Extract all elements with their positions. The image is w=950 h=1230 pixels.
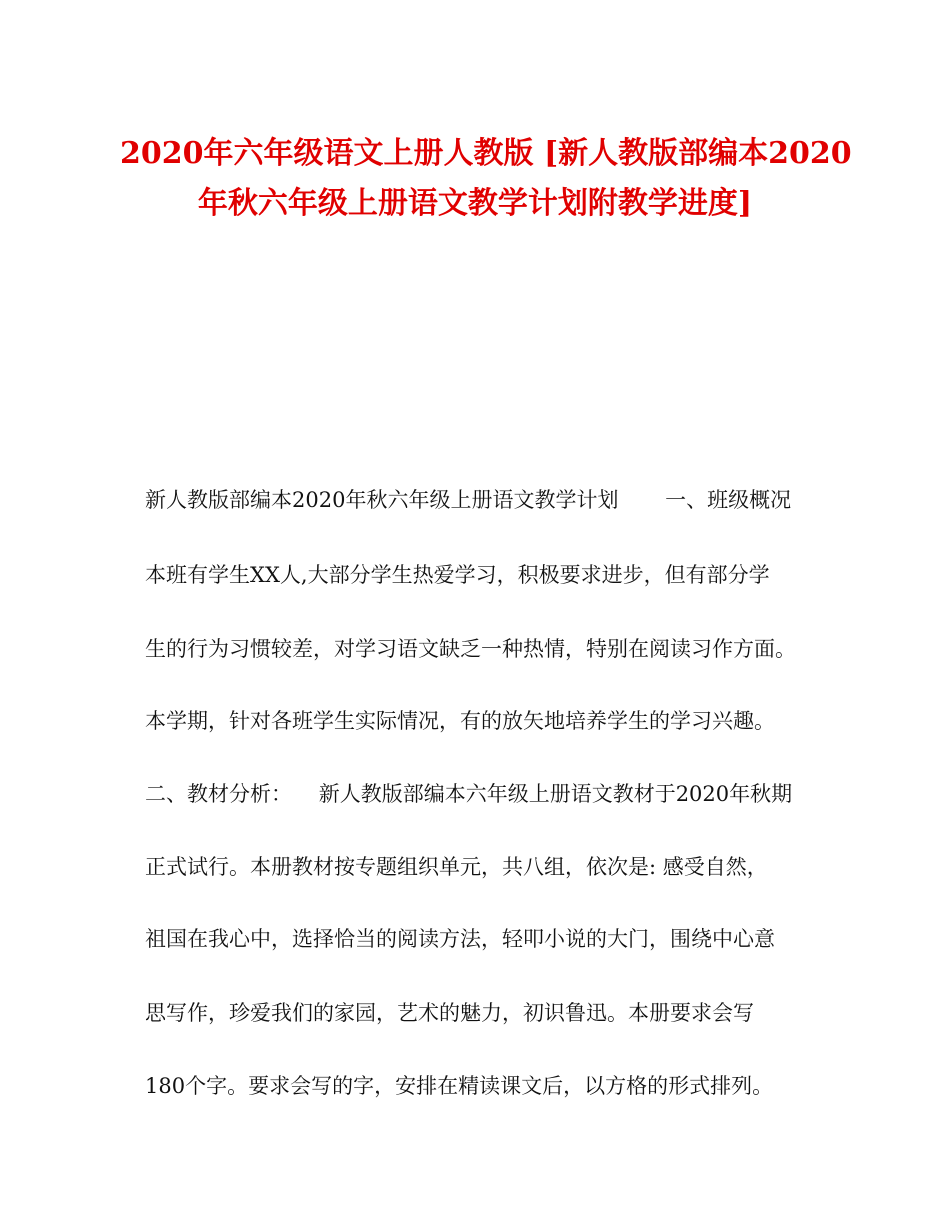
- document-title-line-1: 2020年六年级语文上册人教版 [新人教版部编本2020: [120, 136, 852, 171]
- body-text-line-2: 本班有学生XX人,大部分学生热爱学习，积极要求进步，但有部分学: [145, 563, 770, 587]
- body-text-line-1: 新人教版部编本2020年秋六年级上册语文教学计划 一、班级概况: [145, 488, 792, 512]
- body-text-line-6: 正式试行。本册教材按专题组织单元，共八组，依次是: 感受自然，: [145, 855, 768, 879]
- body-text-line-3: 生的行为习惯较差，对学习语文缺乏一种热情，特别在阅读习作方面。: [145, 637, 796, 661]
- body-text-line-5: 二、教材分析： 新人教版部编本六年级上册语文教材于2020年秋期: [145, 782, 793, 806]
- document-title-line-2: 年秋六年级上册语文教学计划附教学进度]: [197, 186, 753, 221]
- body-text-line-9: 180个字。要求会写的字，安排在精读课文后，以方格的形式排列。: [145, 1074, 774, 1098]
- body-text-line-7: 祖国在我心中，选择恰当的阅读方法，轻叩小说的大门，围绕中心意: [145, 927, 775, 951]
- body-text-line-8: 思写作，珍爱我们的家园，艺术的魅力，初识鲁迅。本册要求会写: [145, 1001, 754, 1025]
- body-text-line-4: 本学期，针对各班学生实际情况，有的放矢地培养学生的学习兴趣。: [145, 709, 775, 733]
